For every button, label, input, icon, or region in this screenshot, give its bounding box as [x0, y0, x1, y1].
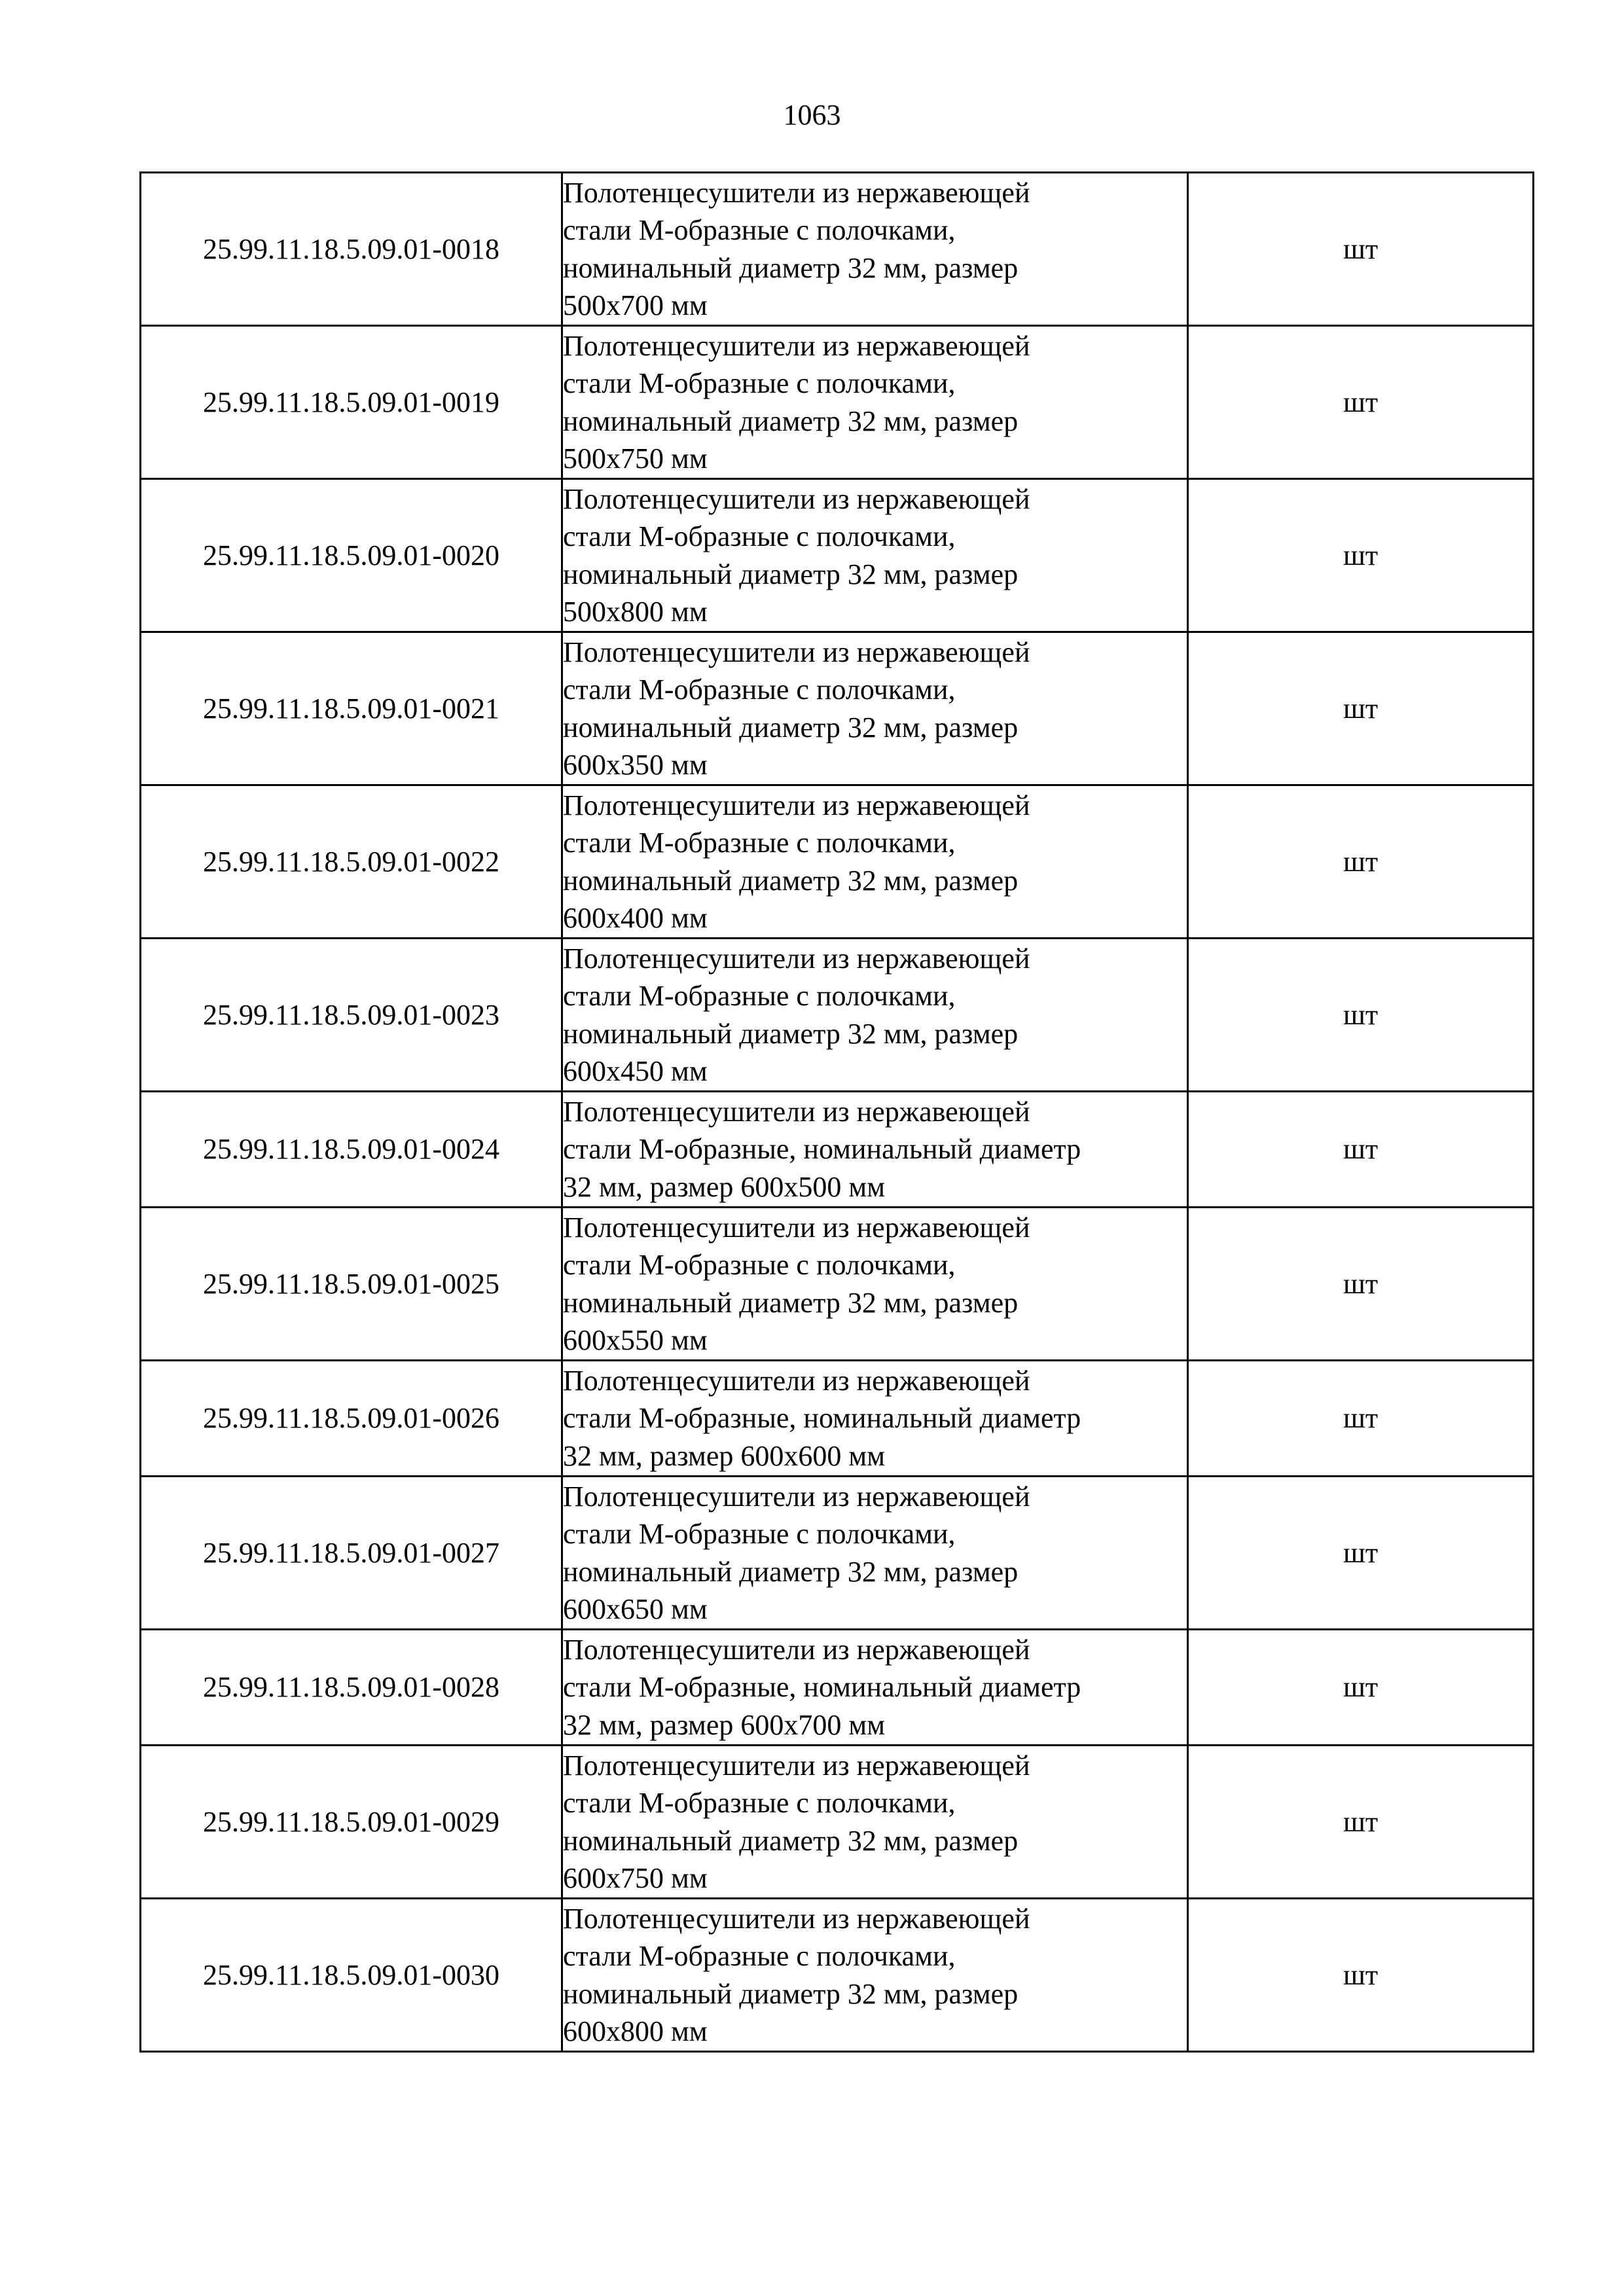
description-line: стали М-образные с полочками,: [563, 1940, 956, 1972]
code-cell: 25.99.11.18.5.09.01-0022: [141, 785, 562, 939]
description-line: номинальный диаметр 32 мм, размер: [563, 711, 1019, 744]
table-row: [141, 1899, 1534, 2052]
description-line: Полотенцесушители из нержавеющей: [563, 1633, 1030, 1666]
description-line: стали М-образные, номинальный диаметр: [563, 1402, 1081, 1435]
description-line: Полотенцесушители из нержавеющей: [563, 1211, 1030, 1244]
code-cell: 25.99.11.18.5.09.01-0024: [141, 1092, 562, 1208]
description-cell: [562, 632, 1188, 785]
description-line: стали М-образные с полочками,: [563, 673, 956, 706]
description-line: Полотенцесушители из нержавеющей: [563, 636, 1030, 668]
unit-cell: шт: [1188, 1746, 1534, 1899]
description-line: стали М-образные с полочками,: [563, 827, 956, 859]
description-line: 600х650 мм: [563, 1593, 708, 1625]
description-line: Полотенцесушители из нержавеющей: [563, 789, 1030, 821]
unit-cell: шт: [1188, 479, 1534, 632]
description-line: стали М-образные с полочками,: [563, 214, 956, 246]
description-line: 32 мм, размер 600х500 мм: [563, 1170, 886, 1203]
table-row: [141, 479, 1534, 632]
description-cell: [562, 479, 1188, 632]
description-line: 600х550 мм: [563, 1324, 708, 1356]
unit-cell: шт: [1188, 1899, 1534, 2052]
description-line: стали М-образные с полочками,: [563, 367, 956, 399]
table-row: [141, 1746, 1534, 1899]
unit-cell: шт: [1188, 173, 1534, 326]
description-cell: [562, 1477, 1188, 1630]
description-line: 500х750 мм: [563, 442, 708, 475]
unit-cell: шт: [1188, 1477, 1534, 1630]
description-line: номинальный диаметр 32 мм, размер: [563, 1555, 1019, 1588]
unit-cell: шт: [1188, 632, 1534, 785]
description-cell: [562, 785, 1188, 939]
description-line: Полотенцесушители из нержавеющей: [563, 1749, 1030, 1782]
description-line: 600х350 мм: [563, 749, 708, 781]
description-line: номинальный диаметр 32 мм, размер: [563, 864, 1019, 897]
description-line: Полотенцесушители из нержавеющей: [563, 942, 1030, 975]
description-cell: [562, 1630, 1188, 1746]
table-row: [141, 1477, 1534, 1630]
description-cell: [562, 173, 1188, 326]
code-cell: 25.99.11.18.5.09.01-0026: [141, 1361, 562, 1477]
page-number: 1063: [783, 99, 841, 131]
description-line: стали М-образные, номинальный диаметр: [563, 1671, 1081, 1704]
table-row: [141, 632, 1534, 785]
description-cell: [562, 1208, 1188, 1361]
table-row: [141, 939, 1534, 1092]
unit-cell: шт: [1188, 1208, 1534, 1361]
description-line: номинальный диаметр 32 мм, размер: [563, 1977, 1019, 2010]
description-line: Полотенцесушители из нержавеющей: [563, 329, 1030, 362]
unit-cell: шт: [1188, 785, 1534, 939]
description-line: номинальный диаметр 32 мм, размер: [563, 1824, 1019, 1857]
description-line: Полотенцесушители из нержавеющей: [563, 1095, 1030, 1128]
description-line: номинальный диаметр 32 мм, размер: [563, 404, 1019, 437]
description-line: Полотенцесушители из нержавеющей: [563, 1480, 1030, 1513]
description-cell: [562, 1092, 1188, 1208]
description-line: стали М-образные с полочками,: [563, 1787, 956, 1819]
description-line: стали М-образные с полочками,: [563, 1249, 956, 1281]
description-line: номинальный диаметр 32 мм, размер: [563, 1286, 1019, 1319]
code-cell: 25.99.11.18.5.09.01-0023: [141, 939, 562, 1092]
description-line: 32 мм, размер 600х600 мм: [563, 1439, 886, 1472]
code-cell: 25.99.11.18.5.09.01-0030: [141, 1899, 562, 2052]
unit-cell: шт: [1188, 939, 1534, 1092]
code-cell: 25.99.11.18.5.09.01-0027: [141, 1477, 562, 1630]
unit-cell: шт: [1188, 1630, 1534, 1746]
description-line: номинальный диаметр 32 мм, размер: [563, 251, 1019, 284]
description-cell: [562, 1746, 1188, 1899]
table-row: [141, 173, 1534, 326]
table-row: [141, 1630, 1534, 1746]
description-line: стали М-образные, номинальный диаметр: [563, 1133, 1081, 1166]
description-line: 500х800 мм: [563, 596, 708, 628]
description-line: Полотенцесушители из нержавеющей: [563, 1902, 1030, 1935]
code-cell: 25.99.11.18.5.09.01-0020: [141, 479, 562, 632]
table-row: [141, 1092, 1534, 1208]
unit-cell: шт: [1188, 1361, 1534, 1477]
description-line: 600х800 мм: [563, 2015, 708, 2047]
unit-cell: шт: [1188, 326, 1534, 479]
description-line: 600х450 мм: [563, 1055, 708, 1087]
description-cell: [562, 1899, 1188, 2052]
description-line: 600х750 мм: [563, 1862, 708, 1894]
description-line: номинальный диаметр 32 мм, размер: [563, 558, 1019, 590]
code-cell: 25.99.11.18.5.09.01-0019: [141, 326, 562, 479]
code-cell: 25.99.11.18.5.09.01-0025: [141, 1208, 562, 1361]
unit-cell: шт: [1188, 1092, 1534, 1208]
description-cell: [562, 326, 1188, 479]
description-cell: [562, 1361, 1188, 1477]
description-line: 600х400 мм: [563, 902, 708, 934]
description-line: Полотенцесушители из нержавеющей: [563, 176, 1030, 209]
description-line: номинальный диаметр 32 мм, размер: [563, 1017, 1019, 1050]
code-cell: 25.99.11.18.5.09.01-0029: [141, 1746, 562, 1899]
resource-table: [139, 171, 1534, 2053]
description-line: 32 мм, размер 600х700 мм: [563, 1708, 886, 1741]
code-cell: 25.99.11.18.5.09.01-0018: [141, 173, 562, 326]
table-row: [141, 785, 1534, 939]
description-line: стали М-образные с полочками,: [563, 980, 956, 1012]
code-cell: 25.99.11.18.5.09.01-0028: [141, 1630, 562, 1746]
code-cell: 25.99.11.18.5.09.01-0021: [141, 632, 562, 785]
description-line: стали М-образные с полочками,: [563, 1518, 956, 1550]
description-line: Полотенцесушители из нержавеющей: [563, 482, 1030, 515]
description-line: стали М-образные с полочками,: [563, 520, 956, 552]
table-row: [141, 1208, 1534, 1361]
description-cell: [562, 939, 1188, 1092]
description-line: Полотенцесушители из нержавеющей: [563, 1364, 1030, 1397]
description-line: 500х700 мм: [563, 289, 708, 321]
table-row: [141, 1361, 1534, 1477]
table-body: [141, 173, 1534, 2052]
table-row: [141, 326, 1534, 479]
